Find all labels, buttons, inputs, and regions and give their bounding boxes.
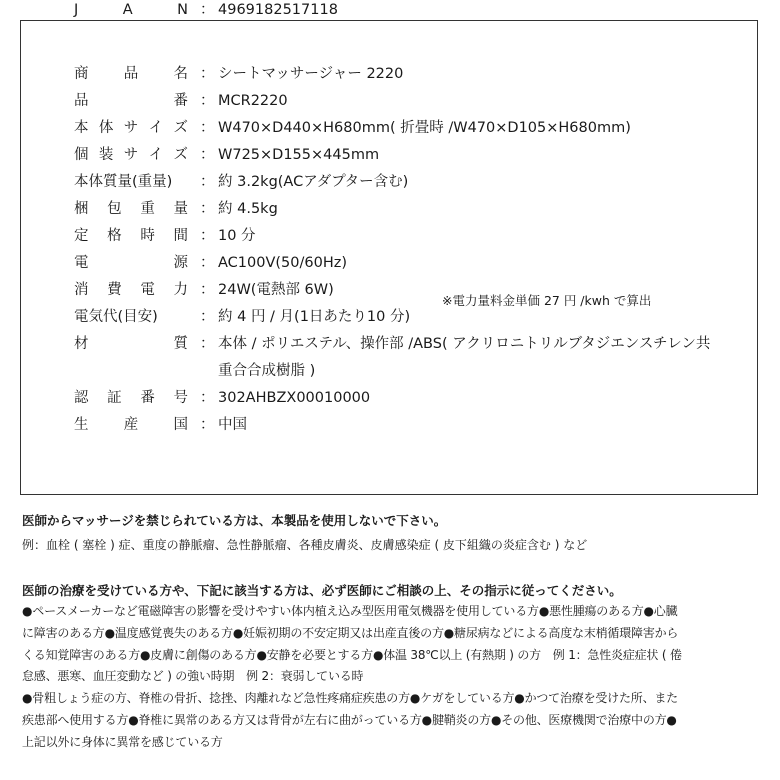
spec-value: W725×D155×445mm [218,147,380,163]
spec-label-char: 梱 [74,201,89,217]
spec-value: 24W(電熱部 6W) [218,282,334,298]
spec-value: 約 3.2kg(ACアダプター含む) [218,174,409,190]
spec-label-char: 証 [107,390,122,406]
spec-label-char: 本 [74,120,89,136]
spec-label-char: 電気代(目安) [74,309,158,325]
spec-label-char: サ [123,120,139,136]
spec-value: シートマッサージャー 2220 [218,66,404,82]
spec-value: 10 分 [218,228,256,244]
spec-value: AC100V(50/60Hz) [218,255,347,271]
spec-label-char: 号 [173,390,188,406]
spec-label-char: 重 [140,201,155,217]
spec-label-char: 量 [173,201,188,217]
spec-label-char: 名 [173,66,188,82]
spec-label-char: A [122,2,133,18]
spec-colon: ： [200,93,215,109]
spec-label-char: 電 [74,255,89,271]
spec-label-char: 間 [173,228,188,244]
spec-colon: ： [200,309,215,325]
spec-label-char: 品 [123,66,139,82]
condition-line: ●骨粗しょう症の方、脊椎の骨折、捻挫、肉離れなど急性疼痛症疾患の方●ケガをしている方●かつて治療を受けた所、また [22,691,678,706]
spec-colon: ： [200,174,215,190]
spec-label-char: 本体質量(重量) [74,174,173,190]
condition-line: くる知覚障害のある方●皮膚に創傷のある方●安静を必要とする方●体温 38℃以上 (有熱期 ) の方 例 1：急性炎症症状 ( 倦 [22,647,682,662]
spec-label-char: 装 [98,147,114,163]
spec-label-char: 番 [173,93,188,109]
spec-colon: ： [200,336,215,352]
spec-value: 本体 / ポリエステル、操作部 /ABS( アクリロニトリルブタジエンスチレン共 [218,336,711,352]
spec-label [74,118,188,138]
spec-label-char: イ [148,147,164,163]
condition-line: ●ペースメーカーなど電磁障害の影響を受けやすい体内植え込み型医用電気機器を使用している方●悪性腫瘍のある方●心臓 [22,604,678,618]
spec-value-continued: 重合合成樹脂 ) [218,363,316,379]
spec-label [74,388,188,408]
spec-label-char: ズ [173,120,188,136]
spec-label [74,91,188,111]
spec-label-char: 材 [74,336,89,352]
spec-colon: ： [200,228,215,244]
spec-label [74,334,188,354]
spec-label [74,226,188,246]
spec-colon: ： [200,417,215,433]
spec-label-char: 質 [173,336,188,352]
warning-title-contraindication: 医師からマッサージを禁じられている方は、本製品を使用しないで下さい。 [22,513,447,528]
spec-label-char: 電 [140,282,155,298]
spec-colon: ： [200,201,215,217]
condition-line: 疾患部へ使用する方●脊椎に異常のある方又は背骨が左右に曲がっている方●腱鞘炎の方●その他、医療機関で治療中の方● [22,712,677,727]
spec-label [74,172,188,192]
spec-label-char: サ [123,147,139,163]
spec-label-char: 包 [107,201,122,217]
spec-value: W470×D440×H680mm( 折畳時 /W470×D105×H680mm) [218,120,631,136]
spec-label [74,307,188,327]
spec-label-char: 力 [173,282,188,298]
spec-label-char: 格 [107,228,122,244]
spec-label-char: 時 [140,228,155,244]
spec-label-char: 費 [107,282,122,298]
spec-label [74,280,188,300]
spec-label [74,253,188,273]
spec-label-char: 体 [98,120,114,136]
spec-value: 約 4 円 / 月(1日あたり10 分) [218,309,411,325]
spec-colon: ： [200,2,215,18]
warning-title-consult-doctor: 医師の治療を受けている方や、下記に該当する方は、必ず医師にご相談の上、その指示に従ってください。 [22,583,622,598]
spec-label-char: 産 [123,417,139,433]
spec-label-char: 生 [74,417,89,433]
spec-colon: ： [200,390,215,406]
spec-label [74,199,188,219]
spec-label [74,145,188,165]
spec-colon: ： [200,147,215,163]
warning-condition-list [22,601,762,754]
spec-value: 4969182517118 [218,2,338,18]
spec-label-char: 国 [173,417,188,433]
spec-colon: ： [200,120,215,136]
spec-label-char: J [74,2,79,18]
spec-colon: ： [200,66,215,82]
warning-example-text: 例：血栓 ( 塞栓 ) 症、重度の静脈瘤、急性静脈瘤、各種皮膚炎、皮膚感染症 ( 皮下組織の炎症含む ) など [22,538,588,552]
condition-line: に障害のある方●温度感覚喪失のある方●妊娠初期の不安定期又は出産直後の方●糖尿病などによる高度な末梢循環障害から [22,625,679,640]
condition-line: 怠感、悪寒、血圧変動など ) の強い時期 例 2：衰弱している時 [22,669,364,684]
spec-label-char: 商 [74,66,89,82]
spec-label-char: ズ [173,147,188,163]
spec-label [74,415,188,435]
spec-colon: ： [200,282,215,298]
spec-value: 約 4.5kg [218,201,278,217]
spec-label-char: 源 [173,255,188,271]
spec-label-char: 個 [74,147,89,163]
spec-label-char: 番 [140,390,155,406]
spec-colon: ： [200,255,215,271]
spec-label [74,0,188,20]
spec-label-char: 品 [74,93,89,109]
spec-label-char: 定 [74,228,89,244]
spec-label-char: 認 [74,390,89,406]
spec-value: 中国 [218,417,247,433]
spec-label-char: 消 [74,282,89,298]
spec-value: 302AHBZX00010000 [218,390,371,406]
condition-line: 上記以外に身体に異常を感じている方 [22,734,223,749]
power-cost-note: ※電力量料金単価 27 円 /kwh で算出 [442,293,652,308]
spec-value: MCR2220 [218,93,288,109]
spec-label [74,64,188,84]
spec-label-char: イ [148,120,164,136]
spec-label-char: N [177,2,188,18]
